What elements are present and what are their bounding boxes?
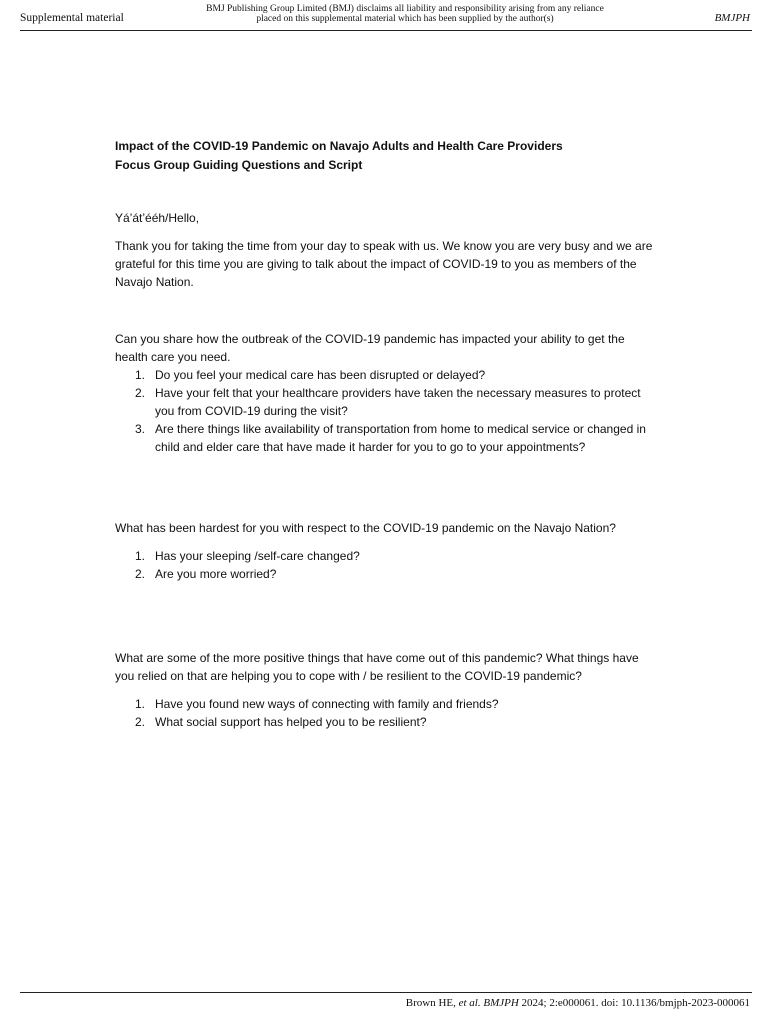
question-1-subitems (115, 366, 655, 456)
footer-authors: Brown HE, (405, 997, 456, 1009)
question-2-subitems (115, 547, 655, 583)
title-line2: Focus Group Guiding Questions and Script (115, 158, 363, 172)
header-disclaimer-line1: BMJ Publishing Group Limited (BMJ) disclaims all liability and responsibility arising from any reliance (206, 4, 604, 14)
list-text: Have your felt that your healthcare providers have taken the necessary measures to protect you from COVID-19 during the visit? (155, 386, 641, 418)
footer-etal: et al. (458, 997, 481, 1009)
list-number: 1. (135, 697, 146, 711)
list-number: 1. (135, 549, 146, 563)
footer-divider (20, 992, 752, 993)
list-number: 2. (135, 386, 146, 400)
list-item (115, 420, 655, 456)
document-title (115, 137, 655, 175)
question-section-2 (115, 519, 655, 583)
list-item (115, 713, 655, 731)
footer-doi: 2024; 2:e000061. doi: 10.1136/bmjph-2023-000061 (521, 997, 750, 1009)
list-number: 2. (135, 715, 146, 729)
title-line1: Impact of the COVID-19 Pandemic on Navajo Adults and Health Care Providers (115, 139, 563, 153)
list-text: Are there things like availability of transportation from home to medical service or changed in child and elder care that have made it harder for you to go to your appointments? (155, 422, 646, 454)
header-disclaimer (180, 4, 630, 24)
list-number: 1. (135, 368, 146, 382)
list-text: Has your sleeping /self-care changed? (155, 549, 360, 563)
footer-citation (406, 997, 750, 1009)
intro-paragraph: Thank you for taking the time from your day to speak with us. We know you are very busy and we are grateful for this time you are giving to talk about the impact of COVID-19 to you as members of the Navajo Nation. (115, 239, 653, 289)
list-text: Have you found new ways of connecting with family and friends? (155, 697, 499, 711)
header-supplemental-label: Supplemental material (20, 12, 124, 24)
question-section-1 (115, 330, 655, 456)
list-text: Are you more worried? (155, 567, 277, 581)
list-item (115, 384, 655, 420)
header-disclaimer-line2: placed on this supplemental material which has been supplied by the author(s) (256, 14, 554, 24)
question-1-text: Can you share how the outbreak of the COVID-19 pandemic has impacted your ability to get the health care you need. (115, 332, 625, 364)
list-item (115, 565, 655, 583)
footer-journal: BMJPH (483, 997, 519, 1009)
list-number: 3. (135, 422, 146, 436)
list-item (115, 547, 655, 565)
question-2-text: What has been hardest for you with respect to the COVID-19 pandemic on the Navajo Nation? (115, 521, 616, 535)
question-section-3 (115, 649, 655, 731)
question-3-text: What are some of the more positive things that have come out of this pandemic? What things have you relied on that are helping you to cope with / be resilient to the COVID-19 pandemic? (115, 651, 639, 683)
list-text: What social support has helped you to be resilient? (155, 715, 427, 729)
header-divider (20, 30, 752, 31)
greeting: Yá’át’ééh/Hello, (115, 211, 200, 225)
header-journal-name: BMJPH (714, 12, 750, 24)
list-number: 2. (135, 567, 146, 581)
list-item (115, 695, 655, 713)
question-3-subitems (115, 695, 655, 731)
list-text: Do you feel your medical care has been disrupted or delayed? (155, 368, 486, 382)
list-item (115, 366, 655, 384)
